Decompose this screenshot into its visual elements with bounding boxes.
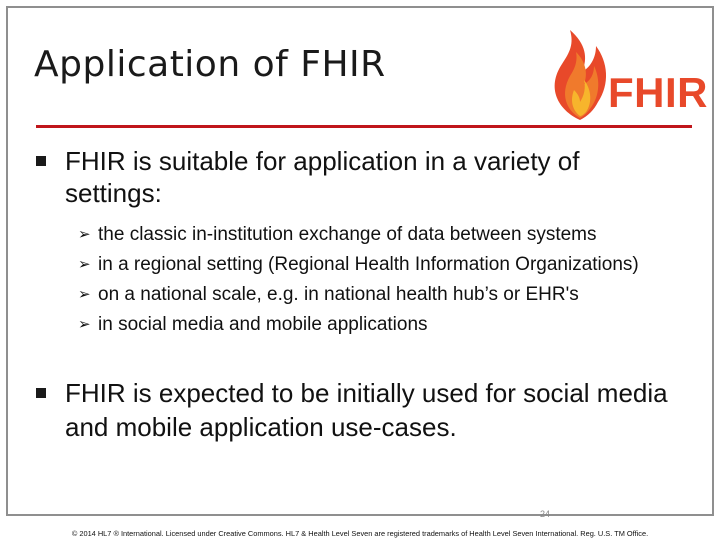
sub-bullet-text: in a regional setting (Regional Health Information Organizations) <box>98 254 639 275</box>
bullet-suitability <box>36 145 676 209</box>
sub-bullet-text: in social media and mobile applications <box>98 314 428 335</box>
page-number: 24 <box>540 509 551 519</box>
arrowhead-bullet-icon: ➢ <box>78 256 91 273</box>
settings-sub-list <box>78 220 688 340</box>
arrowhead-bullet-icon: ➢ <box>78 316 91 333</box>
square-bullet-icon <box>36 156 46 166</box>
logo-wordmark: FHIR <box>608 69 708 116</box>
fhir-logo <box>540 22 708 122</box>
bullet-text: FHIR is suitable for application in a variety of settings: <box>65 146 580 208</box>
title-divider <box>36 125 692 128</box>
sub-bullet-institution <box>78 220 688 250</box>
sub-bullet-national <box>78 280 688 310</box>
bullet-text: FHIR is expected to be initially used for social media and mobile application use-cases. <box>65 378 668 442</box>
copyright-footer: © 2014 HL7 ® International. Licensed under Creative Commons. HL7 & Health Level Seven are registered trademarks of Health Level Seven International. Reg. U.S. TM Office. <box>71 529 649 538</box>
sub-bullet-regional <box>78 250 688 280</box>
arrowhead-bullet-icon: ➢ <box>78 226 91 243</box>
sub-bullet-text: on a national scale, e.g. in national health hub’s or EHR's <box>98 284 579 305</box>
slide-title: Application of FHIR <box>34 44 386 85</box>
arrowhead-bullet-icon: ➢ <box>78 286 91 303</box>
sub-bullet-text: the classic in-institution exchange of data between systems <box>98 224 597 245</box>
bullet-expected-use <box>36 376 676 444</box>
square-bullet-icon <box>36 388 46 398</box>
sub-bullet-social-mobile <box>78 310 688 340</box>
